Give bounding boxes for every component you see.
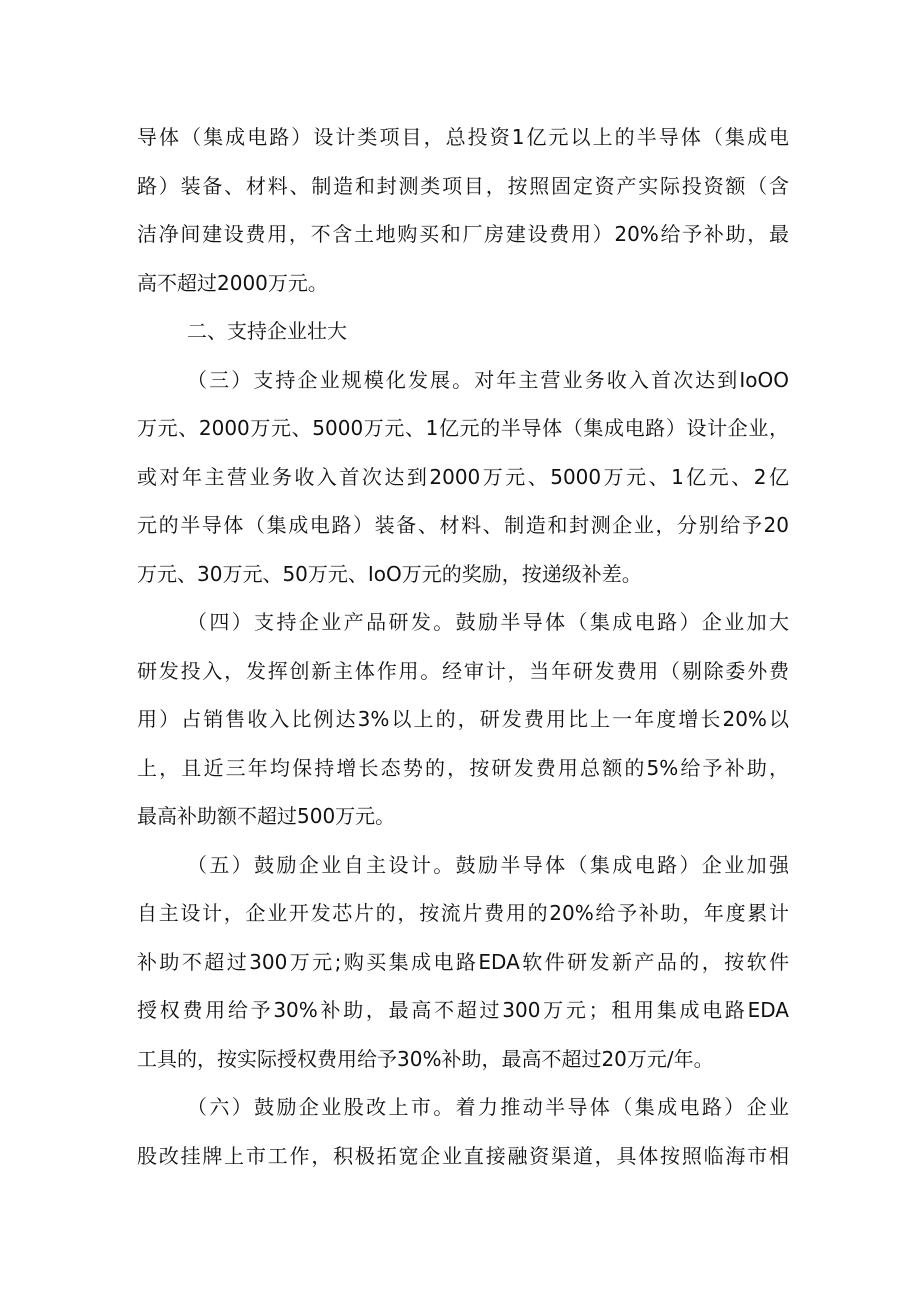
paragraph-line: 用）占销售收入比例达3%以上的，研发费用比上一年度增长20%以 <box>137 707 789 731</box>
paragraph-line: 路）装备、材料、制造和封测类项目，按照固定资产实际投资额（含 <box>137 173 789 198</box>
paragraph-line: 工具的，按实际授权费用给予30%补助，最高不超过20万元/年。 <box>137 1046 714 1071</box>
document-body <box>137 113 789 1180</box>
section-heading: 二、支持企业壮大 <box>187 319 347 343</box>
paragraph-line: 导体（集成电路）设计类项目，总投资1亿元以上的半导体（集成电 <box>137 125 789 149</box>
paragraph-line: 万元、30万元、50万元、IoO万元的奖励，按递级补差。 <box>137 561 642 586</box>
paragraph-line: 研发投入，发挥创新主体作用。经审计，当年研发费用（剔除委外费 <box>137 658 789 683</box>
paragraph-line: 最高补助额不超过500万元。 <box>137 804 396 828</box>
paragraph-line: （六）鼓励企业股改上市。着力推动半导体（集成电路）企业 <box>187 1095 789 1119</box>
paragraph-line: 万元、2000万元、5000万元、1亿元的半导体（集成电路）设计企业， <box>137 416 789 440</box>
paragraph-line: 自主设计，企业开发芯片的，按流片费用的20%给予补助，年度累计 <box>137 901 789 925</box>
paragraph-line: 洁净间建设费用，不含土地购买和厂房建设费用）20%给予补助，最 <box>137 222 789 246</box>
paragraph-line: 高不超过2000万元。 <box>137 270 328 295</box>
paragraph-line: （四）支持企业产品研发。鼓励半导体（集成电路）企业加大 <box>187 610 789 634</box>
paragraph-line: （五）鼓励企业自主设计。鼓励半导体（集成电路）企业加强 <box>187 852 789 877</box>
paragraph-line: 授权费用给予30%补助，最高不超过300万元；租用集成电路EDA <box>137 998 789 1022</box>
paragraph-line: 上，且近三年均保持增长态势的，按研发费用总额的5%给予补助， <box>137 755 789 780</box>
paragraph-line: 股改挂牌上市工作，积极拓宽企业直接融资渠道，具体按照临海市相 <box>137 1143 789 1168</box>
paragraph-line: 或对年主营业务收入首次达到2000万元、5000万元、1亿元、2亿 <box>137 464 789 489</box>
paragraph-line: 元的半导体（集成电路）装备、材料、制造和封测企业，分别给予20 <box>137 513 789 537</box>
paragraph-line: 补助不超过300万元;购买集成电路EDA软件研发新产品的，按软件 <box>137 949 789 974</box>
paragraph-line: （三）支持企业规模化发展。对年主营业务收入首次达到IoOO <box>187 367 789 392</box>
